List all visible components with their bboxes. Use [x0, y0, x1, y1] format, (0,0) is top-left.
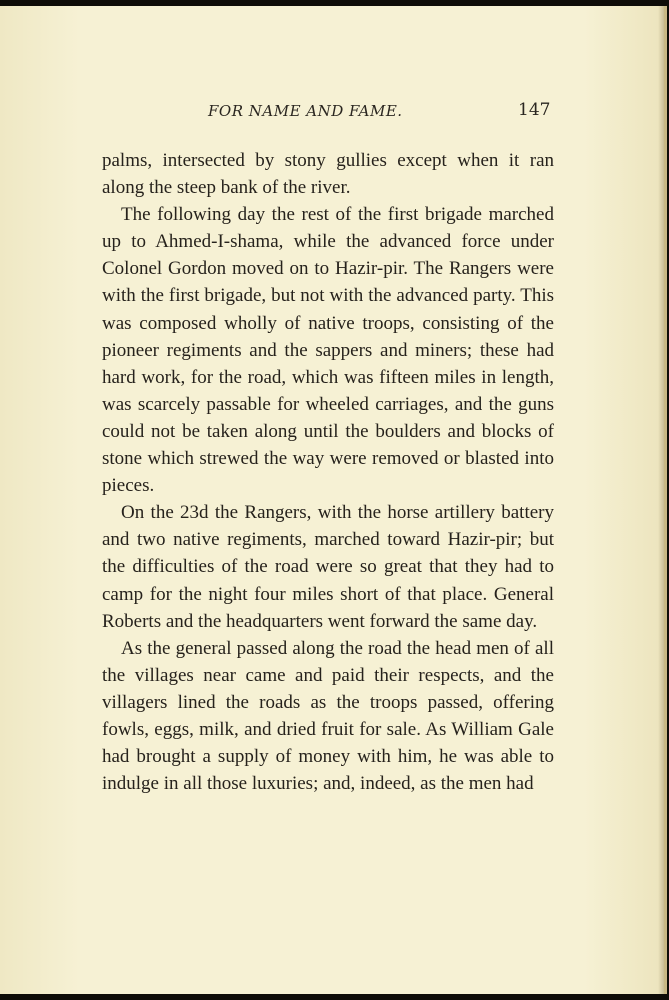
paragraph-3: On the 23d the Rangers, with the horse artillery battery and two native regiments, marched toward Hazir-pir; but the difficulties of the road were so great that they had to camp for the night four miles short of that place. General Roberts and the headquarters went forward the same day. — [102, 502, 554, 632]
page-number: 147 — [518, 100, 551, 120]
body-text — [102, 147, 554, 797]
page-edge — [658, 6, 664, 994]
paragraph-2: The following day the rest of the first brigade marched up to Ahmed-I-shama, while the advanced force under Colonel Gordon moved on to Hazir-pir. The Rangers were with the first brigade, but not with the advanced party. This was composed wholly of native troops, consisting of the pioneer regiments and the sappers and miners; these had hard work, for the road, which was fifteen miles in length, was scarcely passable for wheeled carriages, and the guns could not be taken along until the boulders and blocks of stone which strewed the way were removed or blasted into pieces. — [102, 204, 554, 497]
book-page — [0, 6, 667, 994]
running-title: FOR NAME AND FAME. — [208, 102, 403, 120]
page-header — [0, 102, 664, 132]
paragraph-1: palms, intersected by stony gullies except when it ran along the steep bank of the river. — [102, 150, 554, 199]
paragraph-4: As the general passed along the road the head men of all the villages near came and paid their respects, and the villagers lined the roads as the troops passed, offering fowls, eggs, milk, and dried fruit for sale. As William Gale had brought a supply of money with him, he was able to indulge in all those luxuries; and, indeed, as the men had — [102, 637, 554, 795]
